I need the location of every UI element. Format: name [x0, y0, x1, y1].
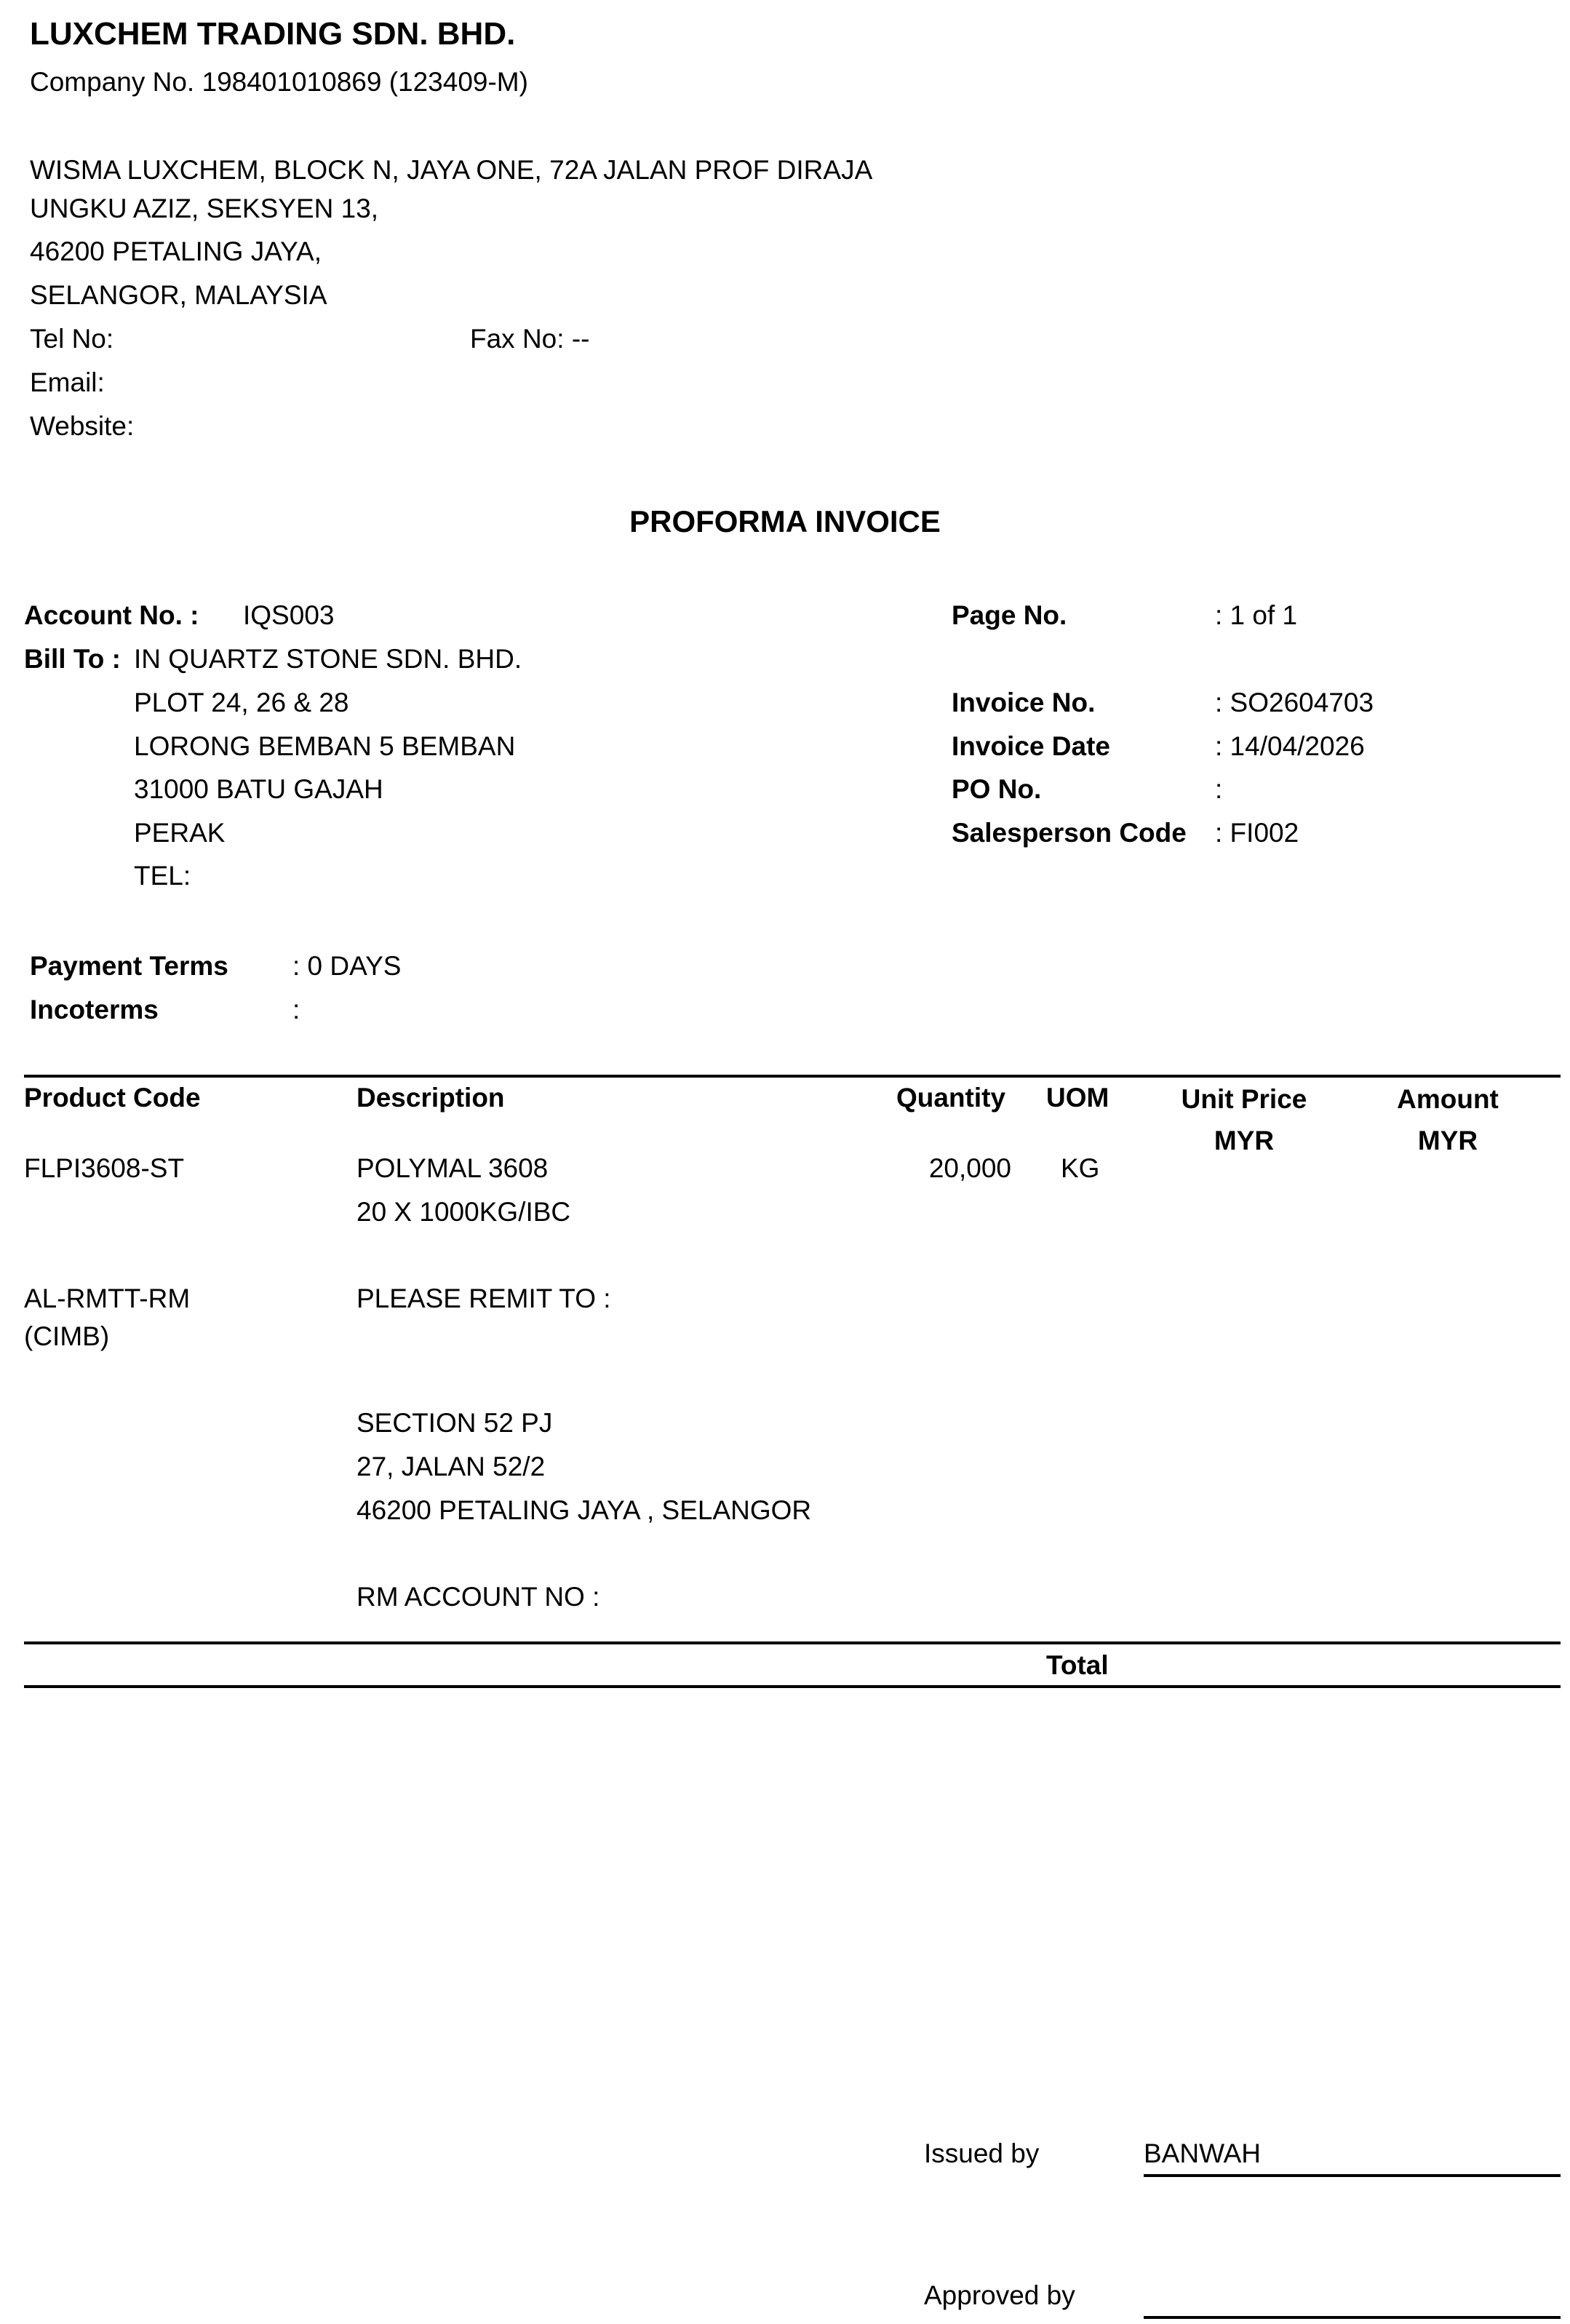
invoice-no-label: Invoice No. — [952, 688, 1096, 717]
salesperson-code-value: : FI002 — [1215, 818, 1299, 848]
company-address-line: 46200 PETALING JAYA, — [30, 236, 322, 266]
col-header-unit-price-label: Unit Price — [1181, 1084, 1307, 1114]
invoice-no-value: : SO2604703 — [1215, 688, 1374, 717]
col-header-unit-price — [1142, 1078, 1346, 1155]
col-header-amount-currency: MYR — [1417, 1126, 1478, 1155]
table-cell-description: POLYMAL 3608 — [356, 1153, 549, 1183]
table-cell-description: 20 X 1000KG/IBC — [356, 1197, 571, 1227]
company-registration: Company No. 198401010869 (123409-M) — [30, 67, 528, 97]
company-tel-label: Tel No: — [30, 324, 114, 354]
payment-terms-value: : 0 DAYS — [292, 951, 402, 981]
page-no-label: Page No. — [952, 600, 1067, 630]
bill-to-line: PERAK — [134, 818, 226, 848]
issued-by-label: Issued by — [924, 2138, 1040, 2168]
remit-line: PLEASE REMIT TO : — [356, 1284, 611, 1313]
issued-by-value: BANWAH — [1144, 2138, 1262, 2168]
col-header-quantity: Quantity — [896, 1083, 1006, 1113]
invoice-date-label: Invoice Date — [952, 731, 1110, 761]
incoterms-label: Incoterms — [30, 995, 159, 1024]
remit-line: RM ACCOUNT NO : — [356, 1582, 600, 1612]
bill-to-line: PLOT 24, 26 & 28 — [134, 688, 349, 717]
table-top-rule — [24, 1075, 1561, 1078]
po-no-value: : — [1215, 774, 1223, 804]
remit-line: SECTION 52 PJ — [356, 1408, 553, 1438]
remit-code: (CIMB) — [24, 1321, 110, 1351]
remit-code: AL-RMTT-RM — [24, 1284, 191, 1313]
po-no-label: PO No. — [952, 774, 1042, 804]
table-cell-uom: KG — [1061, 1153, 1100, 1183]
total-label: Total — [1046, 1650, 1109, 1680]
company-email-label: Email: — [30, 367, 105, 397]
page-no-value: : 1 of 1 — [1215, 600, 1298, 630]
remit-line: 46200 PETALING JAYA , SELANGOR — [356, 1495, 812, 1525]
bill-to-line: LORONG BEMBAN 5 BEMBAN — [134, 731, 516, 761]
document-title: PROFORMA INVOICE — [629, 504, 941, 538]
bill-to-label: Bill To : — [24, 644, 121, 674]
col-header-description: Description — [356, 1083, 505, 1113]
payment-terms-label: Payment Terms — [30, 951, 228, 981]
remit-line: 27, JALAN 52/2 — [356, 1452, 546, 1481]
total-top-rule — [24, 1641, 1561, 1644]
salesperson-code-label: Salesperson Code — [952, 818, 1187, 848]
company-address-line: UNGKU AZIZ, SEKSYEN 13, — [30, 194, 379, 223]
invoice-date-value: : 14/04/2026 — [1215, 731, 1365, 761]
account-value: IQS003 — [243, 600, 335, 630]
approved-by-label: Approved by — [924, 2280, 1075, 2310]
company-fax-label: Fax No: -- — [470, 324, 590, 354]
bill-to-line: TEL: — [134, 861, 191, 891]
col-header-product-code: Product Code — [24, 1083, 201, 1113]
bill-to-line: 31000 BATU GAJAH — [134, 774, 383, 804]
approved-by-line — [1144, 2316, 1561, 2319]
company-name: LUXCHEM TRADING SDN. BHD. — [30, 16, 516, 52]
table-cell-product-code: FLPI3608-ST — [24, 1153, 185, 1183]
company-website-label: Website: — [30, 411, 135, 441]
bill-to-line: IN QUARTZ STONE SDN. BHD. — [134, 644, 522, 674]
company-address-line: SELANGOR, MALAYSIA — [30, 280, 327, 310]
incoterms-value: : — [292, 995, 300, 1024]
col-header-amount-label: Amount — [1397, 1084, 1499, 1114]
company-address-line: WISMA LUXCHEM, BLOCK N, JAYA ONE, 72A JALAN PROF DIRAJA — [30, 155, 873, 185]
col-header-uom: UOM — [1046, 1083, 1109, 1113]
col-header-amount — [1353, 1078, 1542, 1155]
table-cell-quantity: 20,000 — [928, 1153, 1011, 1183]
col-header-unit-price-currency: MYR — [1214, 1126, 1275, 1155]
issued-by-line — [1144, 2174, 1561, 2177]
account-label: Account No. : — [24, 600, 199, 630]
total-bottom-rule — [24, 1685, 1561, 1688]
